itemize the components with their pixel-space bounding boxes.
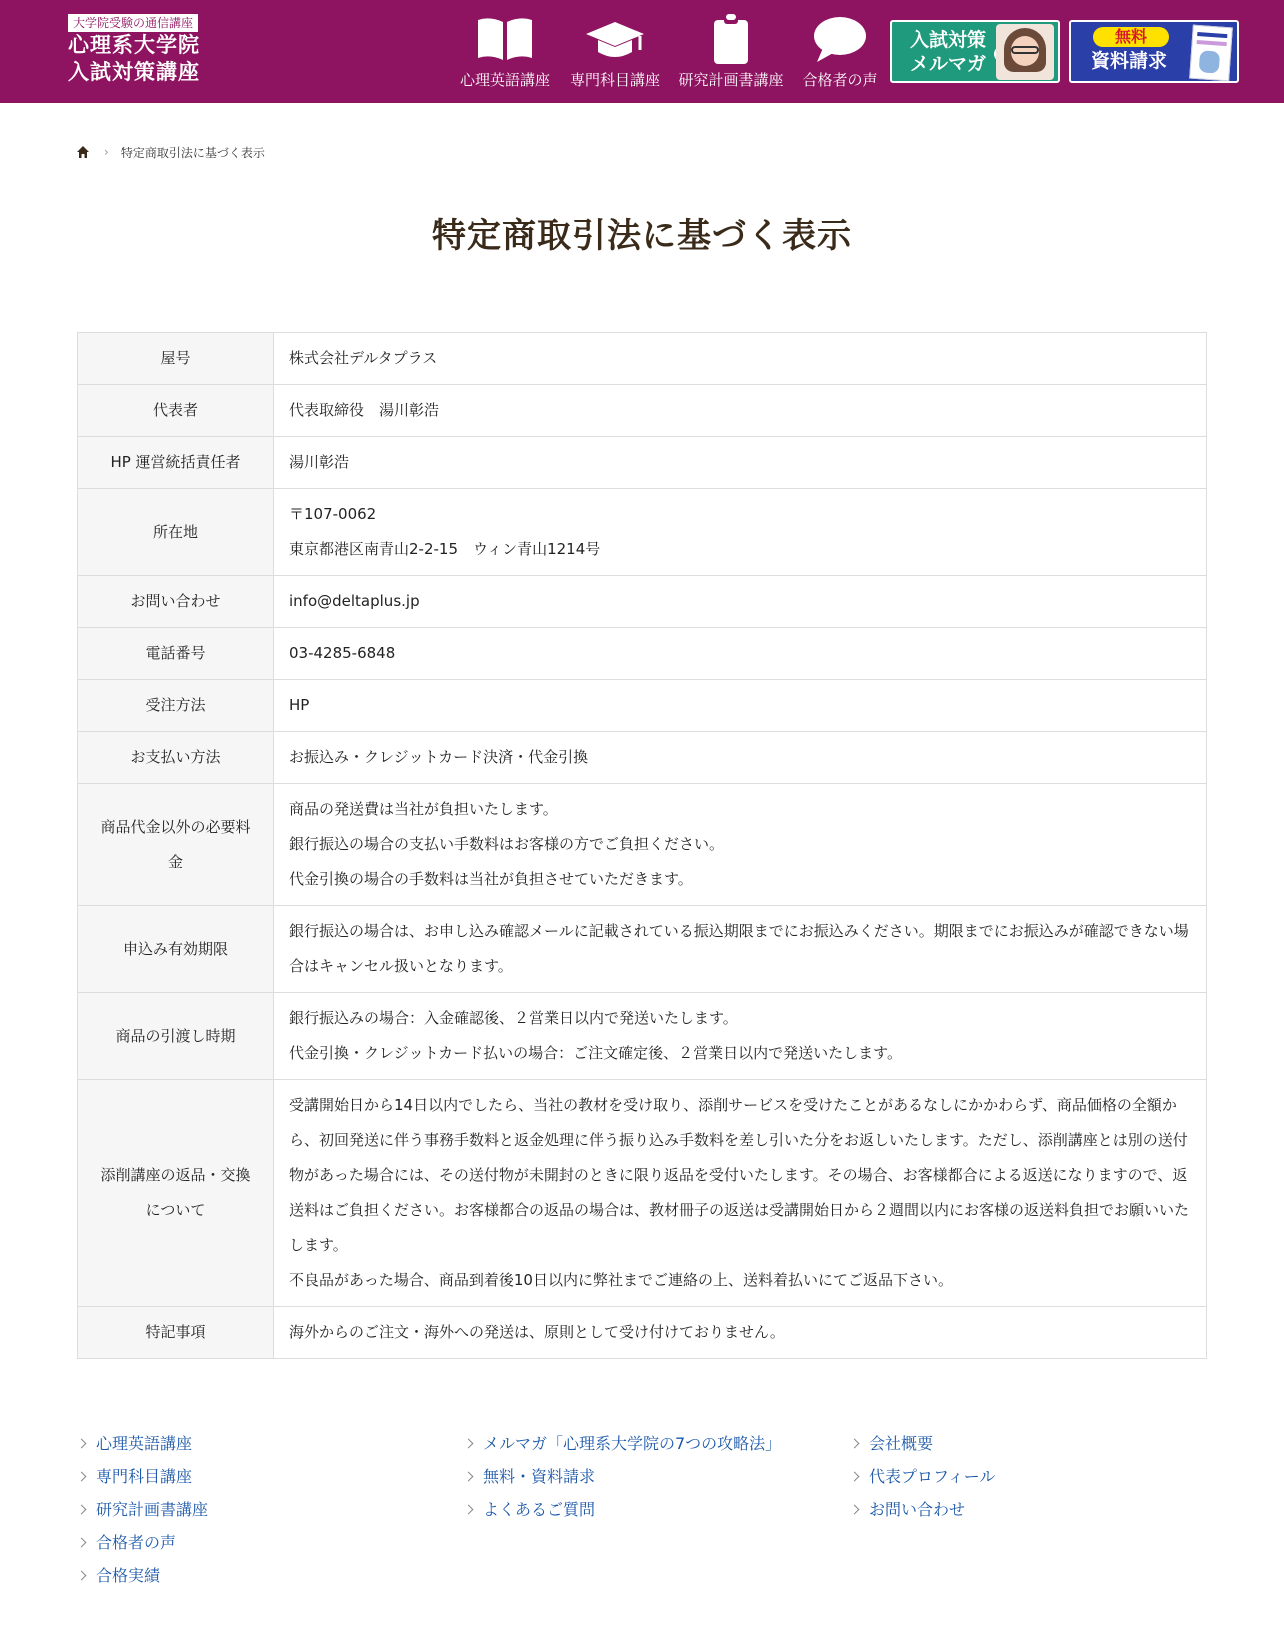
breadcrumb-current: 特定商取引法に基づく表示 <box>120 145 265 160</box>
row-value <box>274 1080 1207 1307</box>
row-value <box>274 576 1207 628</box>
nav-research-plan[interactable] <box>676 10 786 96</box>
footer-column-courses <box>76 1430 208 1595</box>
newsletter-banner-text: 入試対策 メルマガ <box>910 29 987 75</box>
chevron-right-icon: › <box>104 145 109 159</box>
row-value-line: 〒107-0062 <box>289 505 377 523</box>
row-label: 商品の引渡し時期 <box>78 993 274 1080</box>
clipboard-icon <box>700 14 762 64</box>
row-value-line: 受講開始日から14日以内でしたら、当社の教材を受け取り、添削サービスを受けたことがあるなしにかかわらず、商品価格の全額から、初回発送に伴う事務手数料と返金処理に伴う振り込み手数料を差し引いた分をお返しいたします。ただし、添削講座とは別の送付物があった場合には、その送付物が未開封のときに限り返品を受付いたします。その場合、お客様都合による返送になりますので、返送料はご負担ください。お客様都合の返品の場合は、教材冊子の返送は受講開始日から２週間以内にお客様の返送料負担でお願いいたします。 <box>289 1096 1190 1254</box>
row-label: HP 運営統括責任者 <box>78 437 274 489</box>
footer-link[interactable]: よくあるご質問 <box>463 1496 781 1529</box>
footer-link[interactable]: メルマガ「心理系大学院の7つの攻略法」 <box>463 1430 781 1463</box>
row-value <box>274 437 1207 489</box>
table-row <box>78 628 1207 680</box>
logo-tagline: 大学院受験の通信講座 <box>68 14 198 32</box>
row-value-line: 銀行振込みの場合：入金確認後、２営業日以内で発送いたします。 <box>289 1009 738 1027</box>
row-value-line: 商品の発送費は当社が負担いたします。 <box>289 800 558 818</box>
footer-link[interactable]: 合格者の声 <box>76 1529 208 1562</box>
row-value-line: お振込み・クレジットカード決済・代金引換 <box>289 748 589 766</box>
nav-specialty[interactable] <box>560 10 670 96</box>
row-value-line: 株式会社デルタプラス <box>289 349 438 367</box>
table-row <box>78 906 1207 993</box>
newsletter-banner[interactable] <box>890 20 1060 83</box>
table-row <box>78 680 1207 732</box>
speech-bubble-icon <box>809 14 871 64</box>
row-value <box>274 628 1207 680</box>
woman-photo-icon <box>996 24 1054 80</box>
footer-column-company <box>849 1430 995 1529</box>
row-value-line: 代金引換・クレジットカード払いの場合：ご注文確定後、２営業日以内で発送いたします。 <box>289 1044 902 1062</box>
row-value <box>274 993 1207 1080</box>
table-row <box>78 333 1207 385</box>
row-label: 屋号 <box>78 333 274 385</box>
footer-link[interactable]: 会社概要 <box>849 1430 995 1463</box>
row-value-line: 03-4285-6848 <box>289 644 396 662</box>
row-value <box>274 906 1207 993</box>
row-value-line: 銀行振込の場合の支払い手数料はお客様の方でご負担ください。 <box>289 835 725 853</box>
row-value <box>274 489 1207 576</box>
table-row <box>78 576 1207 628</box>
logo-title-line1: 心理系大学院 <box>68 33 200 57</box>
nav-label: 合格者の声 <box>802 71 878 89</box>
footer-link[interactable]: 研究計画書講座 <box>76 1496 208 1529</box>
row-value-line: 代金引換の場合の手数料は当社が負担させていただきます。 <box>289 870 693 888</box>
table-row <box>78 437 1207 489</box>
table-row <box>78 784 1207 906</box>
site-logo[interactable] <box>68 12 228 96</box>
graduation-cap-icon <box>584 14 646 64</box>
footer-link[interactable]: お問い合わせ <box>849 1496 995 1529</box>
footer-link[interactable]: 専門科目講座 <box>76 1463 208 1496</box>
nav-psych-english[interactable] <box>450 10 560 96</box>
row-value <box>274 732 1207 784</box>
row-value-line: 湯川彰浩 <box>289 453 350 471</box>
brochure-icon <box>1189 25 1233 82</box>
home-icon[interactable] <box>76 145 90 159</box>
commerce-law-table <box>77 332 1207 1359</box>
footer-column-resources <box>463 1430 781 1529</box>
row-label: 商品代金以外の必要料金 <box>78 784 274 906</box>
row-value <box>274 680 1207 732</box>
site-header <box>0 0 1284 103</box>
footer-link[interactable]: 無料・資料請求 <box>463 1463 781 1496</box>
row-value-line: 東京都港区南青山2-2-15 ウィン青山1214号 <box>289 540 601 558</box>
nav-label: 心理英語講座 <box>459 71 550 89</box>
row-label: 受注方法 <box>78 680 274 732</box>
document-request-text: 無料 資料請求 <box>1090 27 1167 72</box>
row-label: 添削講座の返品・交換について <box>78 1080 274 1307</box>
book-icon <box>474 14 536 64</box>
row-value-line: 不良品があった場合、商品到着後10日以内に弊社までご連絡の上、送料着払いにてご返品下さい。 <box>289 1271 953 1289</box>
row-label: 特記事項 <box>78 1307 274 1359</box>
row-value-line: 海外からのご注文・海外への発送は、原則として受け付けておりません。 <box>289 1323 785 1341</box>
row-value <box>274 385 1207 437</box>
footer-link[interactable]: 合格実績 <box>76 1562 208 1595</box>
nav-label: 研究計画書講座 <box>678 71 784 89</box>
table-row <box>78 385 1207 437</box>
row-label: 所在地 <box>78 489 274 576</box>
row-value-line: 代表取締役 湯川彰浩 <box>289 401 440 419</box>
table-row <box>78 732 1207 784</box>
logo-title-line2: 入試対策講座 <box>68 60 200 84</box>
table-row <box>78 1080 1207 1307</box>
page-title: 特定商取引法に基づく表示 <box>432 216 852 256</box>
table-row <box>78 489 1207 576</box>
row-value <box>274 1307 1207 1359</box>
row-label: 申込み有効期限 <box>78 906 274 993</box>
nav-label: 専門科目講座 <box>569 71 660 89</box>
footer-link[interactable]: 代表プロフィール <box>849 1463 995 1496</box>
footer-link[interactable]: 心理英語講座 <box>76 1430 208 1463</box>
row-value <box>274 333 1207 385</box>
row-value <box>274 784 1207 906</box>
row-label: 電話番号 <box>78 628 274 680</box>
row-label: 代表者 <box>78 385 274 437</box>
table-row <box>78 1307 1207 1359</box>
free-badge: 無料 <box>1093 27 1169 47</box>
row-value-line: info@deltaplus.jp <box>289 592 420 610</box>
row-label: お問い合わせ <box>78 576 274 628</box>
row-value-line: 銀行振込の場合は、お申し込み確認メールに記載されている振込期限までにお振込みください。期限までにお振込みが確認できない場合はキャンセル扱いとなります。 <box>289 922 1189 975</box>
row-value-line: HP <box>289 696 310 714</box>
breadcrumb <box>76 142 265 162</box>
nav-testimonials[interactable] <box>785 10 895 96</box>
table-row <box>78 993 1207 1080</box>
document-request-banner[interactable] <box>1069 20 1239 83</box>
row-label: お支払い方法 <box>78 732 274 784</box>
